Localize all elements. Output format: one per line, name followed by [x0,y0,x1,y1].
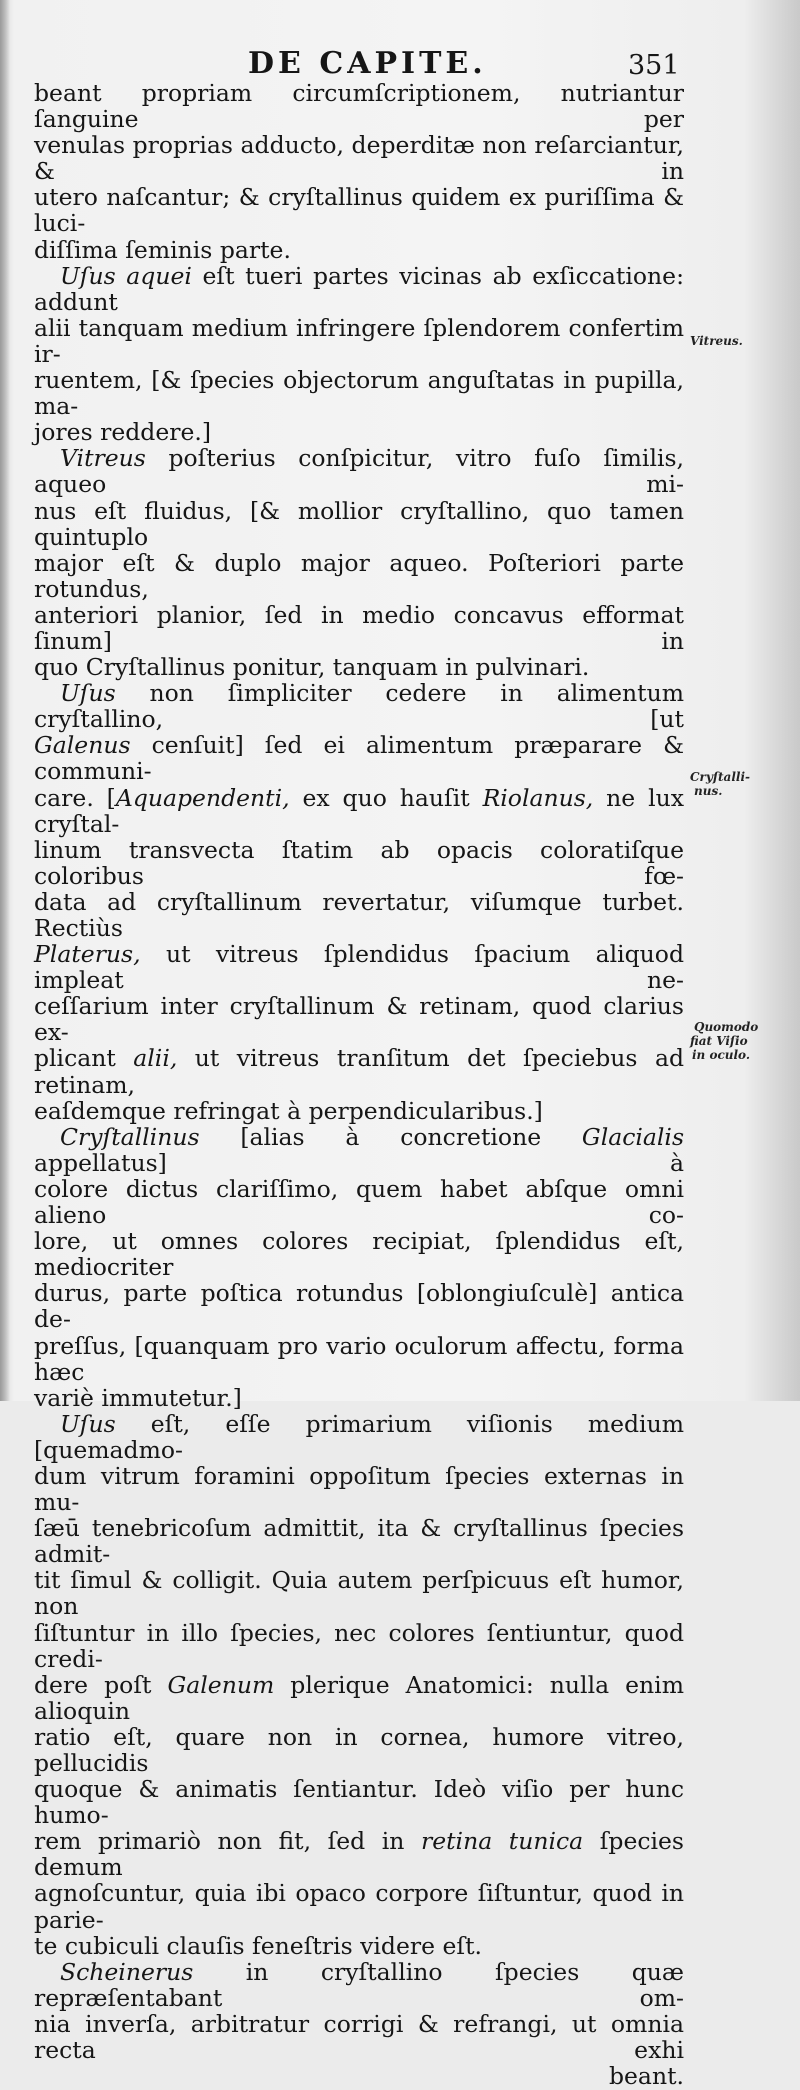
italic-term: retina tunica [420,1827,584,1856]
text-line: linum transvecta ſtatim ab opacis coloratiſque coloribus fœ- [34,835,684,890]
text-line: Galenus cenſuit] ſed ei alimentum præparare & communi- [34,731,684,786]
text-line: rem primariò non fit, ſed in retina tunica ſpecies demum [34,1827,684,1882]
italic-term: Uſus [60,679,116,708]
text-line: dum vitrum foramini oppoſitum ſpecies externas in mu- [34,1461,684,1517]
text-line: nus eſt fluidus, [& mollior cryſtallino, quo tamen quintuplo [34,496,684,551]
italic-term: Scheinerus [60,1957,194,1986]
text-line: variè immutetur.] [34,1383,242,1412]
margin-note-quomodo: Quomodo fiat Viſio in oculo. [690,1020,759,1062]
text-line: Uſus aquei eſt tueri partes vicinas ab exſiccatione: addunt [34,261,685,316]
text-line: preſſus, [quanquam pro vario oculorum affectu, forma hæc [34,1331,684,1386]
text-line: beant propriam circumſcriptionem, nutriantur ſanguine per [34,79,684,134]
italic-term: Glacialis [581,1122,684,1151]
italic-term: Uſus aquei [60,261,192,290]
margin-note-crystallinus: Cryſtalli- nus. [690,770,750,798]
text-line: Platerus, ut vitreus ſplendidus ſpacium aliquod impleat ne- [34,940,684,995]
text-line: agnoſcuntur, quia ibi opaco corpore ſiſtuntur, quod in parie- [34,1879,684,1934]
final-line: beant. [608,2062,684,2090]
text-line: durus, parte poſtica rotundus [oblongiuſculè] antica de- [34,1279,684,1334]
text-line: data ad cryſtallinum revertatur, viſumque turbet. Rectiùs [34,887,684,942]
text-line: ſiſtuntur in illo ſpecies, nec colores ſentiuntur, quod credi- [34,1618,684,1673]
text-line: dere poſt Galenum plerique Anatomici: nulla enim alioquin [34,1670,684,1725]
text-line: quo Cryſtallinus ponitur, tanquam in pulvinari. [34,653,590,682]
text-line: ſæū tenebricoſum admittit, ita & cryſtallinus ſpecies admit- [34,1514,684,1569]
text-line: plicant alii, ut vitreus tranſitum det ſpeciebus ad retinam, [34,1044,684,1099]
text-line: quoque & animatis ſentiantur. Ideò viſio per hunc humo- [34,1775,684,1830]
text-line: te cubiculi clauſis feneſtris videre eſt. [34,1931,482,1960]
italic-term: Galenus [34,731,131,760]
text-line: tit ſimul & colligit. Quia autem perſpicuus eſt humor, non [34,1566,684,1621]
text-line: ruentem, [& ſpecies objectorum anguſtatas in pupilla, ma- [34,366,684,421]
text-line: alii tanquam medium infringere ſplendorem confertim ir- [34,313,684,368]
italic-term: alii, [133,1044,178,1073]
page-number: 351 [628,50,680,81]
italic-term: Uſus [60,1409,116,1438]
italic-term: Aquapendenti, [115,783,290,812]
text-line: colore dictus clariſſimo, quem habet abſque omni alieno co- [34,1174,684,1230]
margin-note-vitreus: Vitreus. [690,334,743,348]
italic-term: Riolanus, [482,783,594,812]
text-line: care. [Aquapendenti, ex quo hauſit Riolanus, ne lux cryſtal- [34,783,685,838]
italic-term: Vitreus [60,444,146,473]
text-line: eaſdemque refringat à perpendicularibus.] [34,1096,543,1125]
text-line: Scheinerus in cryſtallino ſpecies quæ repræſentabant om- [34,1957,684,2012]
text-line: lore, ut omnes colores recipiat, ſplendidus eſt, mediocriter [34,1227,684,1282]
text-line: diſſima ſeminis parte. [34,235,291,264]
body-text [34,80,684,2089]
text-line: ceſſarium inter cryſtallinum & retinam, quod clarius ex- [34,992,684,1047]
text-line: nia inverſa, arbitratur corrigi & refrangi, ut omnia recta exhi [34,2009,684,2065]
text-line: jores reddere.] [34,418,212,447]
running-title: DE CAPITE. [248,46,487,81]
text-line: anteriori planior, ſed in medio concavus efformat ſinum] in [34,600,684,655]
text-line: venulas proprias adducto, deperditæ non reſarciantur, & in [34,131,684,186]
italic-term: Platerus, [34,940,141,969]
text-line: Uſus non ſimpliciter cedere in alimentum cryſtallino, [ut [34,679,684,734]
text-line: Cryſtallinus [alias à concretione Glacialis appellatus] à [34,1122,684,1177]
text-line: Vitreus poſterius conſpicitur, vitro fuſo ſimilis, aqueo mi- [34,444,684,499]
text-line: ratio eſt, quare non in cornea, humore vitreo, pellucidis [34,1722,684,1777]
text-line: Uſus eſt, eſſe primarium viſionis medium [quemadmo- [34,1409,684,1464]
text-line: major eſt & duplo major aqueo. Poſteriori parte rotundus, [34,548,684,603]
text-line: utero naſcantur; & cryſtallinus quidem ex puriſſima & luci- [34,183,684,238]
italic-term: Galenum [167,1670,275,1699]
italic-term: Cryſtallinus [60,1122,200,1151]
